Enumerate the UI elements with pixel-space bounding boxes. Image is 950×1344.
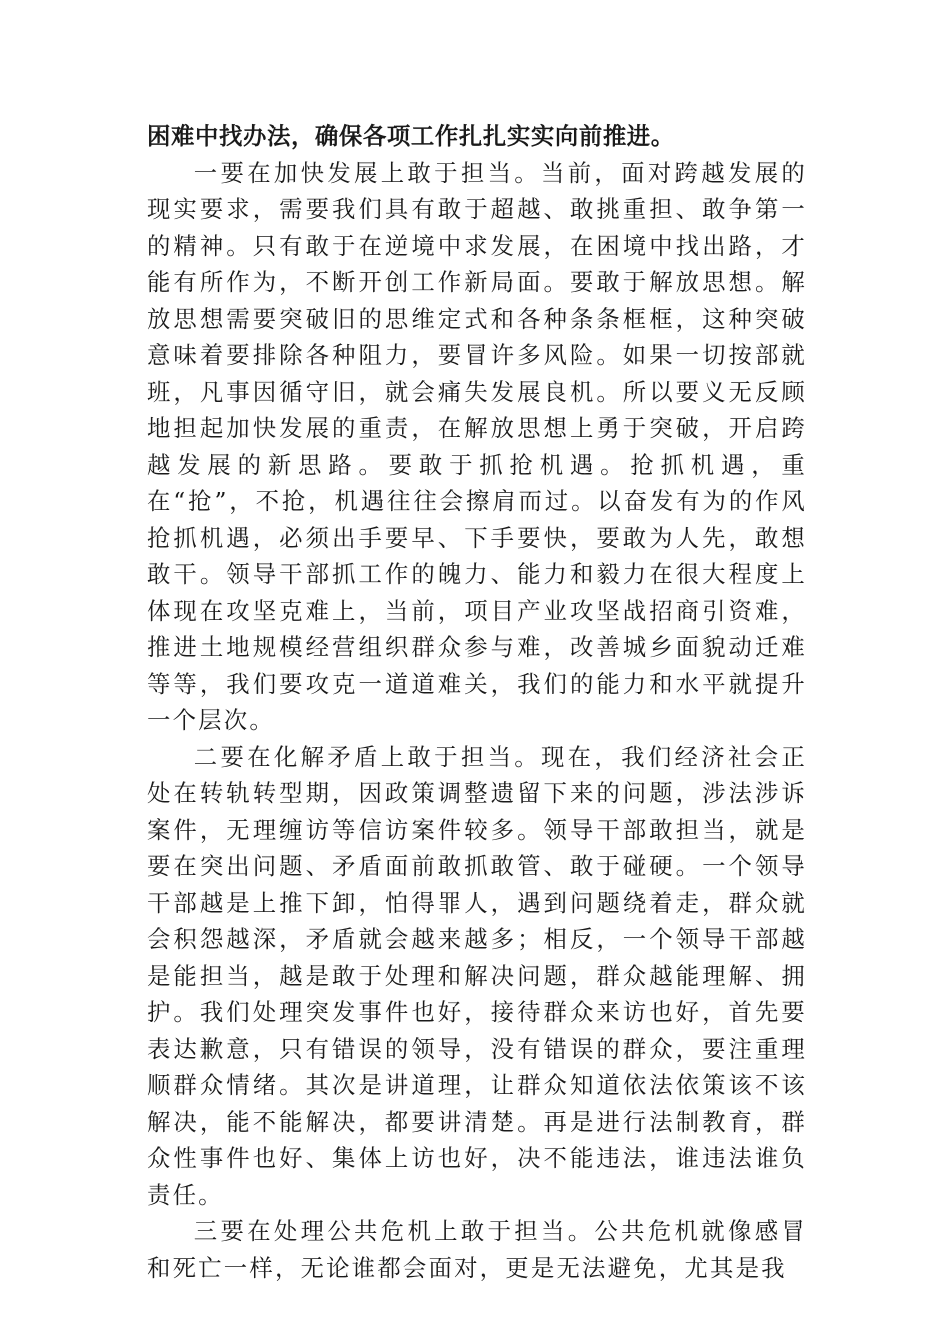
continued-paragraph: 困难中找办法，确保各项工作扎扎实实向前推进。 xyxy=(147,122,675,150)
document-body xyxy=(147,118,807,1286)
paragraph-1: 一要在加快发展上敢于担当。当前，面对跨越发展的现实要求，需要我们具有敢于超越、敢挑重担、敢争第一的精神。只有敢于在逆境中求发展，在困境中找出路，才能有所作为，不断开创工作新局面。要敢于解放思想。解放思想需要突破旧的思维定式和各种条条框框，这种突破意味着要排除各种阻力，要冒许多风险。如果一切按部就班，凡事因循守旧，就会痛失发展良机。所以要义无反顾地担起加快发展的重责，在解放思想上勇于突破，开启跨越发展的新思路。要敢于抓抢机遇。抢抓机遇，重在“抢”，不抢，机遇往往会擦肩而过。以奋发有为的作风抢抓机遇，必须出手要早、下手要快，要敢为人先，敢想敢干。领导干部抓工作的魄力、能力和毅力在很大程度上体现在攻坚克难上，当前，项目产业攻坚战招商引资难，推进土地规模经营组织群众参与难，改善城乡面貌动迁难等等，我们要攻克一道道难关，我们的能力和水平就提升一个层次。 xyxy=(147,158,807,734)
paragraph-3: 三要在处理公共危机上敢于担当。公共危机就像感冒和死亡一样，无论谁都会面对，更是无法避免，尤其是我 xyxy=(147,1217,807,1282)
paragraph-2: 二要在化解矛盾上敢于担当。现在，我们经济社会正处在转轨转型期，因政策调整遗留下来的问题，涉法涉诉案件，无理缠访等信访案件较多。领导干部敢担当，就是要在突出问题、矛盾面前敢抓敢管、敢于碰硬。一个领导干部越是上推下卸，怕得罪人，遇到问题绕着走，群众就会积怨越深，矛盾就会越来越多；相反，一个领导干部越是能担当，越是敢于处理和解决问题，群众越能理解、拥护。我们处理突发事件也好，接待群众来访也好，首先要表达歉意，只有错误的领导，没有错误的群众，要注重理顺群众情绪。其次是讲道理，让群众知道依法依策该不该解决，能不能解决，都要讲清楚。再是进行法制教育，群众性事件也好、集体上访也好，决不能违法，谁违法谁负责任。 xyxy=(147,742,807,1209)
